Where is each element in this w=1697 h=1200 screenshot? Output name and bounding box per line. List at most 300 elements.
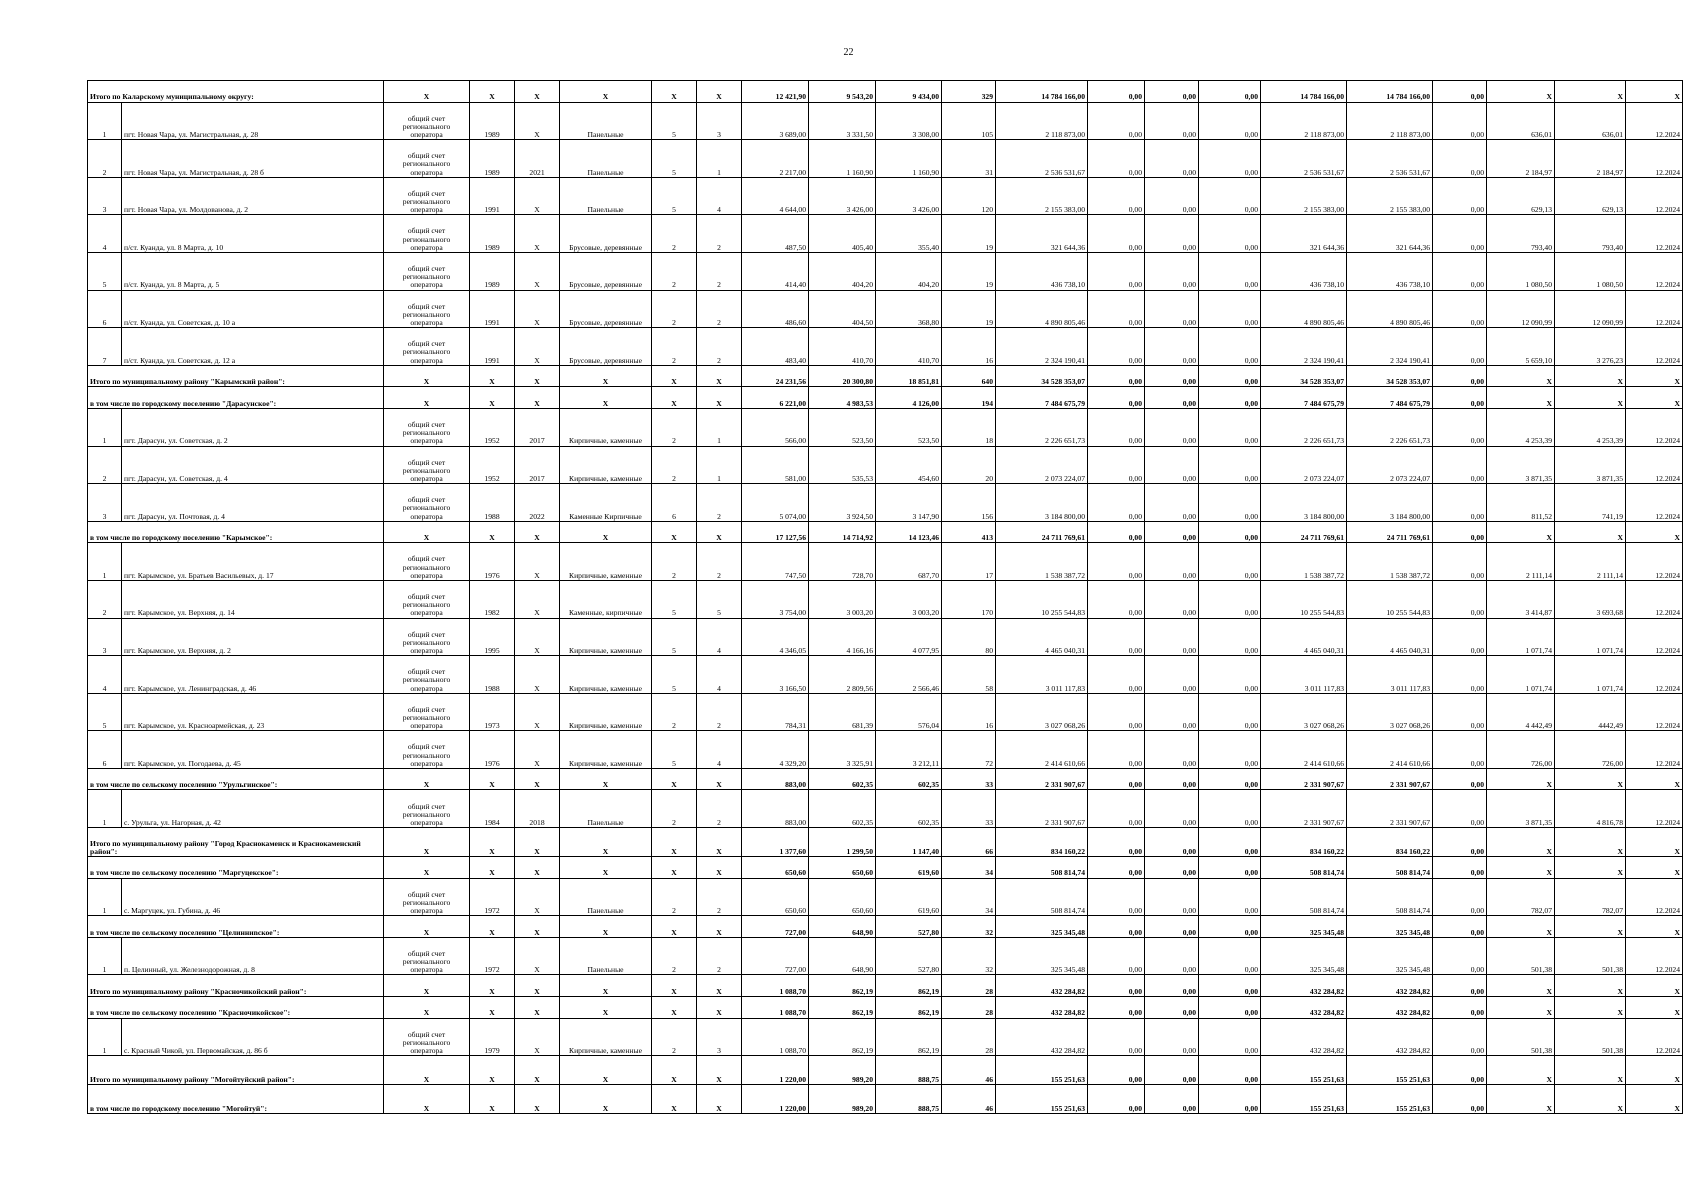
value-cell: X [560,387,652,409]
value-cell: 5 [652,580,697,618]
value-cell: 3 [697,102,742,140]
value-cell: 2 809,56 [809,656,876,694]
value-cell: 4 166,16 [809,618,876,656]
value-cell: 33 [942,790,996,828]
row-number-cell: 5 [88,252,122,290]
value-cell: 0,00 [1433,140,1487,178]
value-cell: 0,00 [1433,446,1487,484]
value-cell: X [1555,365,1626,387]
value-cell: 0,00 [1145,1018,1199,1056]
value-cell: X [384,1085,470,1114]
value-cell: 0,00 [1088,975,1145,997]
value-cell: 3 689,00 [742,102,809,140]
value-cell: X [1626,828,1683,857]
value-cell: 1 377,60 [742,828,809,857]
value-cell: 0,00 [1199,290,1261,328]
value-cell: 0,00 [1088,618,1145,656]
value-cell: 1 160,90 [876,140,942,178]
value-cell: 432 284,82 [996,997,1088,1019]
table-row [88,102,1683,140]
value-cell: X [384,1056,470,1085]
value-cell: 355,40 [876,215,942,253]
value-cell: 1 080,50 [1555,252,1626,290]
row-number-cell: 1 [88,790,122,828]
value-cell: X [470,1056,515,1085]
value-cell: 17 [942,543,996,581]
value-cell: X [1487,975,1555,997]
value-cell: 12.2024 [1626,328,1683,366]
value-cell: 120 [942,177,996,215]
value-cell: 12.2024 [1626,215,1683,253]
value-cell: 0,00 [1433,997,1487,1019]
value-cell: X [697,997,742,1019]
row-number-cell: 1 [88,937,122,975]
value-cell: 2 536 531,67 [1261,140,1347,178]
value-cell: 834 160,22 [1261,828,1347,857]
value-cell: 2 184,97 [1487,140,1555,178]
summary-label-cell: в том числе по сельскому поселению "Красночикойское": [88,997,384,1019]
value-cell: 432 284,82 [1261,997,1347,1019]
value-cell: X [1555,387,1626,409]
value-cell: 2 [697,328,742,366]
value-cell: 12.2024 [1626,937,1683,975]
table-row [88,618,1683,656]
value-cell: X [697,828,742,857]
value-cell: X [1487,916,1555,938]
table-row [88,140,1683,178]
value-cell: 2017 [515,446,560,484]
value-cell: 2017 [515,408,560,446]
value-cell: 325 345,48 [1347,937,1433,975]
value-cell: 28 [942,975,996,997]
value-cell: 5 [652,140,697,178]
address-cell: с. Красный Чикой, ул. Первомайская, д. 86 б [122,1018,384,1056]
value-cell: 650,60 [742,857,809,879]
value-cell: 0,00 [1433,580,1487,618]
value-cell: 1 088,70 [742,975,809,997]
value-cell: X [515,857,560,879]
value-cell: 0,00 [1433,215,1487,253]
value-cell: 3 871,35 [1487,790,1555,828]
value-cell: 2 414 610,66 [1261,731,1347,769]
value-cell: 2 [652,215,697,253]
value-cell: Кирпичные, каменные [560,656,652,694]
address-cell: пгт. Карымское, ул. Ленинградская, д. 46 [122,656,384,694]
value-cell: X [1555,768,1626,790]
value-cell: X [1487,1056,1555,1085]
value-cell: 0,00 [1199,252,1261,290]
value-cell: 0,00 [1199,328,1261,366]
table-row [88,328,1683,366]
value-cell: 619,60 [876,857,942,879]
table-row [88,177,1683,215]
summary-row [88,828,1683,857]
value-cell: 4 442,49 [1487,693,1555,731]
value-cell: 0,00 [1145,387,1199,409]
value-cell: X [697,81,742,103]
value-cell: 0,00 [1433,656,1487,694]
value-cell: 436 738,10 [996,252,1088,290]
value-cell: 2 [652,252,697,290]
value-cell: 0,00 [1433,878,1487,916]
value-cell: 0,00 [1088,140,1145,178]
table-row [88,580,1683,618]
value-cell: 3 011 117,83 [1261,656,1347,694]
value-cell: 12.2024 [1626,484,1683,522]
value-cell: 3 871,35 [1555,446,1626,484]
table-row [88,446,1683,484]
table-row [88,878,1683,916]
value-cell: X [1487,521,1555,543]
value-cell: 0,00 [1145,693,1199,731]
value-cell: 3 331,50 [809,102,876,140]
value-cell: 0,00 [1433,975,1487,997]
value-cell: 4 816,78 [1555,790,1626,828]
value-cell: 4 [697,731,742,769]
value-cell: 888,75 [876,1056,942,1085]
summary-label-cell: Итого по муниципальному району "Красночикойский район": [88,975,384,997]
value-cell: общий счет регионального оператора [384,693,470,731]
value-cell: 0,00 [1433,328,1487,366]
value-cell: X [1626,387,1683,409]
value-cell: 0,00 [1433,102,1487,140]
value-cell: 0,00 [1088,656,1145,694]
value-cell: 0,00 [1199,102,1261,140]
value-cell: 16 [942,328,996,366]
value-cell: 0,00 [1088,252,1145,290]
value-cell: 862,19 [876,997,942,1019]
value-cell: 432 284,82 [1347,1018,1433,1056]
address-cell: п/ст. Куанда, ул. 8 Марта, д. 10 [122,215,384,253]
address-cell: пгт. Карымское, ул. Погодаева, д. 45 [122,731,384,769]
value-cell: 454,60 [876,446,942,484]
value-cell: 0,00 [1088,521,1145,543]
value-cell: X [652,387,697,409]
value-cell: 3 426,00 [809,177,876,215]
value-cell: X [652,1056,697,1085]
address-cell: п/ст. Куанда, ул. 8 Марта, д. 5 [122,252,384,290]
value-cell: X [384,81,470,103]
value-cell: 2 [652,446,697,484]
value-cell: 12.2024 [1626,693,1683,731]
page-number: 22 [843,47,854,58]
value-cell: 46 [942,1085,996,1114]
row-number-cell: 3 [88,618,122,656]
value-cell: 404,50 [809,290,876,328]
value-cell: 2 [652,290,697,328]
summary-row [88,916,1683,938]
value-cell: 862,19 [809,1018,876,1056]
summary-label-cell: в том числе по сельскому поселению "Урульгинское": [88,768,384,790]
value-cell: 2 331 907,67 [1261,768,1347,790]
value-cell: 2 [652,937,697,975]
value-cell: 436 738,10 [1261,252,1347,290]
value-cell: 0,00 [1145,446,1199,484]
value-cell: 2 [652,328,697,366]
value-cell: 0,00 [1199,140,1261,178]
value-cell: общий счет регионального оператора [384,580,470,618]
summary-row [88,1085,1683,1114]
value-cell: 2 [697,215,742,253]
value-cell: 0,00 [1145,408,1199,446]
value-cell: 0,00 [1088,177,1145,215]
value-cell: X [515,997,560,1019]
value-cell: 5 074,00 [742,484,809,522]
value-cell: 2 111,14 [1487,543,1555,581]
value-cell: 2 118 873,00 [996,102,1088,140]
row-number-cell: 1 [88,1018,122,1056]
value-cell: X [1487,857,1555,879]
value-cell: 0,00 [1433,521,1487,543]
value-cell: 0,00 [1433,618,1487,656]
value-cell: X [384,857,470,879]
value-cell: 28 [942,997,996,1019]
value-cell: 581,00 [742,446,809,484]
value-cell: X [1487,828,1555,857]
summary-row [88,997,1683,1019]
value-cell: 4 465 040,31 [1347,618,1433,656]
value-cell: 3 003,20 [876,580,942,618]
value-cell: 3 276,23 [1555,328,1626,366]
value-cell: 34 528 353,07 [996,365,1088,387]
value-cell: общий счет регионального оператора [384,102,470,140]
value-cell: 2 [697,290,742,328]
value-cell: 24 711 769,61 [1347,521,1433,543]
value-cell: X [515,828,560,857]
value-cell: X [470,521,515,543]
value-cell: 155 251,63 [1261,1085,1347,1114]
value-cell: 4442,49 [1555,693,1626,731]
summary-label-cell: Итого по Каларскому муниципальному округу: [88,81,384,103]
value-cell: X [1626,365,1683,387]
value-cell: 0,00 [1199,916,1261,938]
value-cell: 0,00 [1145,1085,1199,1114]
value-cell: 155 251,63 [1261,1056,1347,1085]
value-cell: 32 [942,937,996,975]
value-cell: 6 221,00 [742,387,809,409]
value-cell: 2 331 907,67 [1347,790,1433,828]
value-cell: 1 [697,408,742,446]
value-cell: Панельные [560,140,652,178]
value-cell: 1 220,00 [742,1056,809,1085]
value-cell: X [384,768,470,790]
value-cell: 0,00 [1088,731,1145,769]
value-cell: 12.2024 [1626,290,1683,328]
value-cell: X [652,916,697,938]
value-cell: 7 484 675,79 [996,387,1088,409]
value-cell: 3 147,90 [876,484,942,522]
value-cell: 2 [652,878,697,916]
value-cell: X [652,365,697,387]
value-cell: 12.2024 [1626,1018,1683,1056]
value-cell: 28 [942,1018,996,1056]
value-cell: X [560,81,652,103]
value-cell: 650,60 [809,857,876,879]
summary-row [88,81,1683,103]
value-cell: 19 [942,215,996,253]
value-cell: 2 [652,408,697,446]
summary-row [88,387,1683,409]
value-cell: 5 [652,618,697,656]
value-cell: общий счет регионального оператора [384,177,470,215]
value-cell: 0,00 [1433,693,1487,731]
value-cell: 1972 [470,878,515,916]
value-cell: X [470,857,515,879]
value-cell: 12 090,99 [1555,290,1626,328]
value-cell: 14 784 166,00 [1261,81,1347,103]
value-cell: 1989 [470,140,515,178]
value-cell: Панельные [560,177,652,215]
value-cell: X [470,768,515,790]
row-number-cell: 2 [88,580,122,618]
value-cell: 155 251,63 [1347,1056,1433,1085]
value-cell: 0,00 [1088,916,1145,938]
value-cell: X [515,618,560,656]
value-cell: 2 217,00 [742,140,809,178]
value-cell: 105 [942,102,996,140]
value-cell: 4 077,95 [876,618,942,656]
value-cell: 508 814,74 [1261,878,1347,916]
value-cell: 3 027 068,26 [996,693,1088,731]
value-cell: X [1555,521,1626,543]
value-cell: 883,00 [742,768,809,790]
table-row [88,215,1683,253]
value-cell: 410,70 [876,328,942,366]
value-cell: 0,00 [1145,252,1199,290]
value-cell: 2 226 651,73 [1261,408,1347,446]
value-cell: 0,00 [1433,1018,1487,1056]
value-cell: X [515,521,560,543]
value-cell: 5 [652,102,697,140]
value-cell: общий счет регионального оператора [384,790,470,828]
value-cell: 4 [697,618,742,656]
value-cell: 650,60 [742,878,809,916]
value-cell: 3 693,68 [1555,580,1626,618]
value-cell: 4 890 805,46 [1347,290,1433,328]
value-cell: 2 155 383,00 [1347,177,1433,215]
value-cell: 5 659,10 [1487,328,1555,366]
value-cell: 576,04 [876,693,942,731]
value-cell: X [384,521,470,543]
value-cell: 3 003,20 [809,580,876,618]
value-cell: 413 [942,521,996,543]
value-cell: 0,00 [1199,521,1261,543]
value-cell: 0,00 [1088,81,1145,103]
value-cell: 2 111,14 [1555,543,1626,581]
value-cell: 0,00 [1199,543,1261,581]
value-cell: 2 073 224,07 [996,446,1088,484]
value-cell: 12 421,90 [742,81,809,103]
value-cell: 414,40 [742,252,809,290]
value-cell: 12.2024 [1626,656,1683,694]
value-cell: 2 414 610,66 [996,731,1088,769]
value-cell: 368,80 [876,290,942,328]
value-cell: 24 231,56 [742,365,809,387]
value-cell: X [515,937,560,975]
value-cell: X [515,328,560,366]
value-cell: 2 331 907,67 [1347,768,1433,790]
value-cell: X [1555,1085,1626,1114]
value-cell: 3 414,87 [1487,580,1555,618]
value-cell: 0,00 [1145,790,1199,828]
value-cell: 9 434,00 [876,81,942,103]
value-cell: общий счет регионального оператора [384,446,470,484]
value-cell: X [470,365,515,387]
value-cell: Кирпичные, каменные [560,543,652,581]
value-cell: 436 738,10 [1347,252,1433,290]
value-cell: 636,01 [1555,102,1626,140]
value-cell: X [1487,997,1555,1019]
value-cell: X [560,521,652,543]
value-cell: 1 299,50 [809,828,876,857]
value-cell: X [1626,1056,1683,1085]
value-cell: 0,00 [1199,365,1261,387]
value-cell: X [515,1056,560,1085]
value-cell: 0,00 [1199,768,1261,790]
value-cell: 2018 [515,790,560,828]
value-cell: 0,00 [1145,580,1199,618]
value-cell: 404,20 [876,252,942,290]
value-cell: X [1555,916,1626,938]
value-cell: 0,00 [1433,916,1487,938]
value-cell: 4 329,20 [742,731,809,769]
value-cell: 508 814,74 [1347,878,1433,916]
value-cell: 0,00 [1199,1056,1261,1085]
value-cell: X [470,1085,515,1114]
value-cell: Брусовые, деревянные [560,252,652,290]
address-cell: пгт. Карымское, ул. Верхняя, д. 2 [122,618,384,656]
value-cell: Брусовые, деревянные [560,215,652,253]
value-cell: 14 784 166,00 [996,81,1088,103]
value-cell: 0,00 [1145,768,1199,790]
value-cell: 0,00 [1145,81,1199,103]
value-cell: 24 711 769,61 [996,521,1088,543]
value-cell: 0,00 [1199,484,1261,522]
address-cell: пгт. Дарасун, ул. Советская, д. 4 [122,446,384,484]
table-row [88,656,1683,694]
value-cell: X [515,215,560,253]
value-cell: 0,00 [1088,408,1145,446]
value-cell: 2 [697,252,742,290]
value-cell: 0,00 [1088,290,1145,328]
value-cell: 0,00 [1433,937,1487,975]
value-cell: 325 345,48 [996,937,1088,975]
value-cell: 12.2024 [1626,408,1683,446]
value-cell: Каменные Кирпичные [560,484,652,522]
value-cell: 0,00 [1145,521,1199,543]
value-cell: 329 [942,81,996,103]
value-cell: 0,00 [1145,177,1199,215]
value-cell: 2 536 531,67 [996,140,1088,178]
value-cell: Панельные [560,878,652,916]
value-cell: 1976 [470,731,515,769]
value-cell: Брусовые, деревянные [560,328,652,366]
summary-label-cell: в том числе по сельскому поселению "Маргуцекское": [88,857,384,879]
value-cell: 728,70 [809,543,876,581]
value-cell: 4 890 805,46 [1261,290,1347,328]
value-cell: 793,40 [1555,215,1626,253]
address-cell: пгт. Карымское, ул. Братьев Васильевых, д. 17 [122,543,384,581]
value-cell: общий счет регионального оператора [384,140,470,178]
value-cell: 648,90 [809,937,876,975]
value-cell: 1988 [470,484,515,522]
value-cell: 0,00 [1145,878,1199,916]
value-cell: 523,50 [809,408,876,446]
value-cell: 321 644,36 [1261,215,1347,253]
row-number-cell: 1 [88,878,122,916]
value-cell: X [384,365,470,387]
value-cell: 0,00 [1088,328,1145,366]
